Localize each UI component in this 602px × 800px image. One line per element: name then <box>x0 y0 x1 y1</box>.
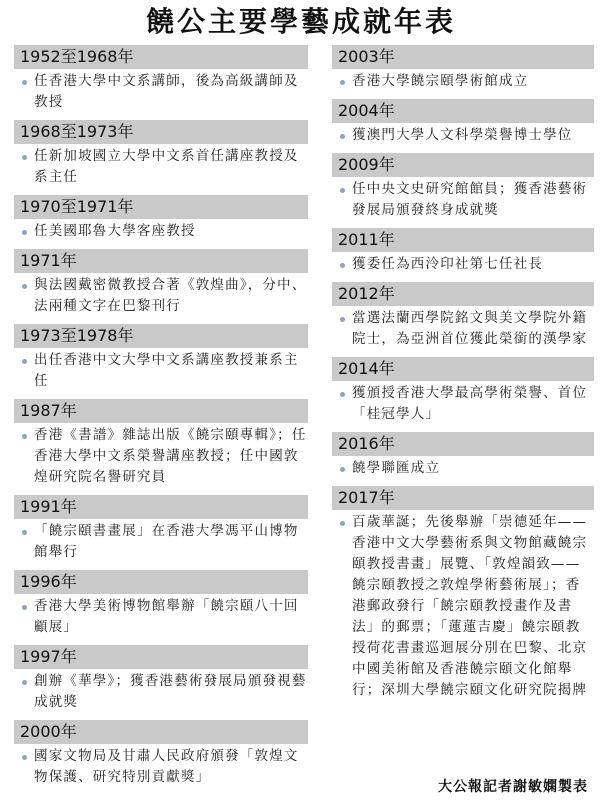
timeline-entry: 任中央文史研究館館員；獲香港藝術發展局頒發終身成就獎 <box>332 177 594 223</box>
year-header: 1952至1968年 <box>14 45 308 69</box>
bullet-icon <box>22 530 27 535</box>
bullet-icon <box>22 755 27 760</box>
timeline-entry: 任美國耶魯大學客座教授 <box>14 219 308 244</box>
timeline-entry: 獲委任為西泠印社第七任社長 <box>332 252 594 277</box>
year-header: 2009年 <box>332 153 594 177</box>
timeline-entry: 任香港大學中文系講師，後為高級講師及教授 <box>14 69 308 115</box>
year-header: 2012年 <box>332 282 594 306</box>
byline: 大公報記者謝敏嫻製表 <box>438 779 588 795</box>
timeline-entry: 百歲華誕；先後舉辦「崇德延年——香港中文大學藝術系與文物館藏饒宗頤教授書畫」展覽、「敦煌韻致——饒宗頤教授之敦煌學術藝術展」；香港郵政發行「饒宗頤教授畫作及書法」的郵票；「蓮蓮吉慶」饒宗頤教授荷花書畫巡迴展分別在巴黎、北京中國美術館及香港饒宗頤文化館舉行；深圳大學饒宗頤文化研究院揭牌 <box>332 510 594 703</box>
year-header: 1987年 <box>14 399 308 423</box>
timeline-entry: 任新加坡國立大學中文系首任講座教授及系主任 <box>14 144 308 190</box>
timeline-right-column <box>332 45 594 708</box>
timeline-entry: 香港大學美術博物館舉辦「饒宗頤八十回顧展」 <box>14 594 308 640</box>
timeline-entry: 出任香港中文大學中文系講座教授兼系主任 <box>14 348 308 394</box>
year-header: 1997年 <box>14 645 308 669</box>
timeline-entry: 國家文物局及甘肅人民政府頒發「敦煌文物保護、研究特別貢獻獎」 <box>14 744 308 790</box>
bullet-icon <box>22 284 27 289</box>
year-header: 1971年 <box>14 249 308 273</box>
timeline-entry: 饒學聯匯成立 <box>332 456 594 481</box>
year-header: 1973至1978年 <box>14 324 308 348</box>
bullet-icon <box>22 605 27 610</box>
bullet-icon <box>22 230 27 235</box>
timeline-entry: 「饒宗頤書畫展」在香港大學馮平山博物館舉行 <box>14 519 308 565</box>
timeline-entry: 當選法蘭西學院銘文與美文學院外籍院士，為亞洲首位獲此榮銜的漢學家 <box>332 306 594 352</box>
year-header: 2016年 <box>332 432 594 456</box>
bullet-icon <box>22 680 27 685</box>
bullet-icon <box>340 134 345 139</box>
bullet-icon <box>340 263 345 268</box>
page-title: 饒公主要學藝成就年表 <box>145 5 456 38</box>
bullet-icon <box>22 155 27 160</box>
bullet-icon <box>340 521 345 526</box>
bullet-icon <box>340 392 345 397</box>
year-header: 2000年 <box>14 720 308 744</box>
bullet-icon <box>340 188 345 193</box>
year-header: 2017年 <box>332 486 594 510</box>
year-header: 2014年 <box>332 357 594 381</box>
year-header: 1996年 <box>14 570 308 594</box>
year-header: 1968至1973年 <box>14 120 308 144</box>
bullet-icon <box>340 317 345 322</box>
year-header: 2011年 <box>332 228 594 252</box>
year-header: 2003年 <box>332 45 594 69</box>
timeline-entry: 香港《書譜》雜誌出版《饒宗頤專輯》；任香港大學中文系榮譽講座教授；任中國敦煌研究院名譽研究員 <box>14 423 308 490</box>
bullet-icon <box>22 80 27 85</box>
timeline-entry: 獲澳門大學人文科學榮譽博士學位 <box>332 123 594 148</box>
bullet-icon <box>340 80 345 85</box>
year-header: 1991年 <box>14 495 308 519</box>
timeline-entry: 獲頒授香港大學最高學術榮譽、首位「桂冠學人」 <box>332 381 594 427</box>
timeline-left-column <box>14 45 308 795</box>
bullet-icon <box>22 359 27 364</box>
timeline-entry: 與法國戴密微教授合著《敦煌曲》，分中、法兩種文字在巴黎刊行 <box>14 273 308 319</box>
timeline-entry: 創辦《華學》；獲香港藝術發展局頒發視藝成就獎 <box>14 669 308 715</box>
year-header: 1970至1971年 <box>14 195 308 219</box>
timeline-entry: 香港大學饒宗頤學術館成立 <box>332 69 594 94</box>
year-header: 2004年 <box>332 99 594 123</box>
bullet-icon <box>340 467 345 472</box>
bullet-icon <box>22 434 27 439</box>
